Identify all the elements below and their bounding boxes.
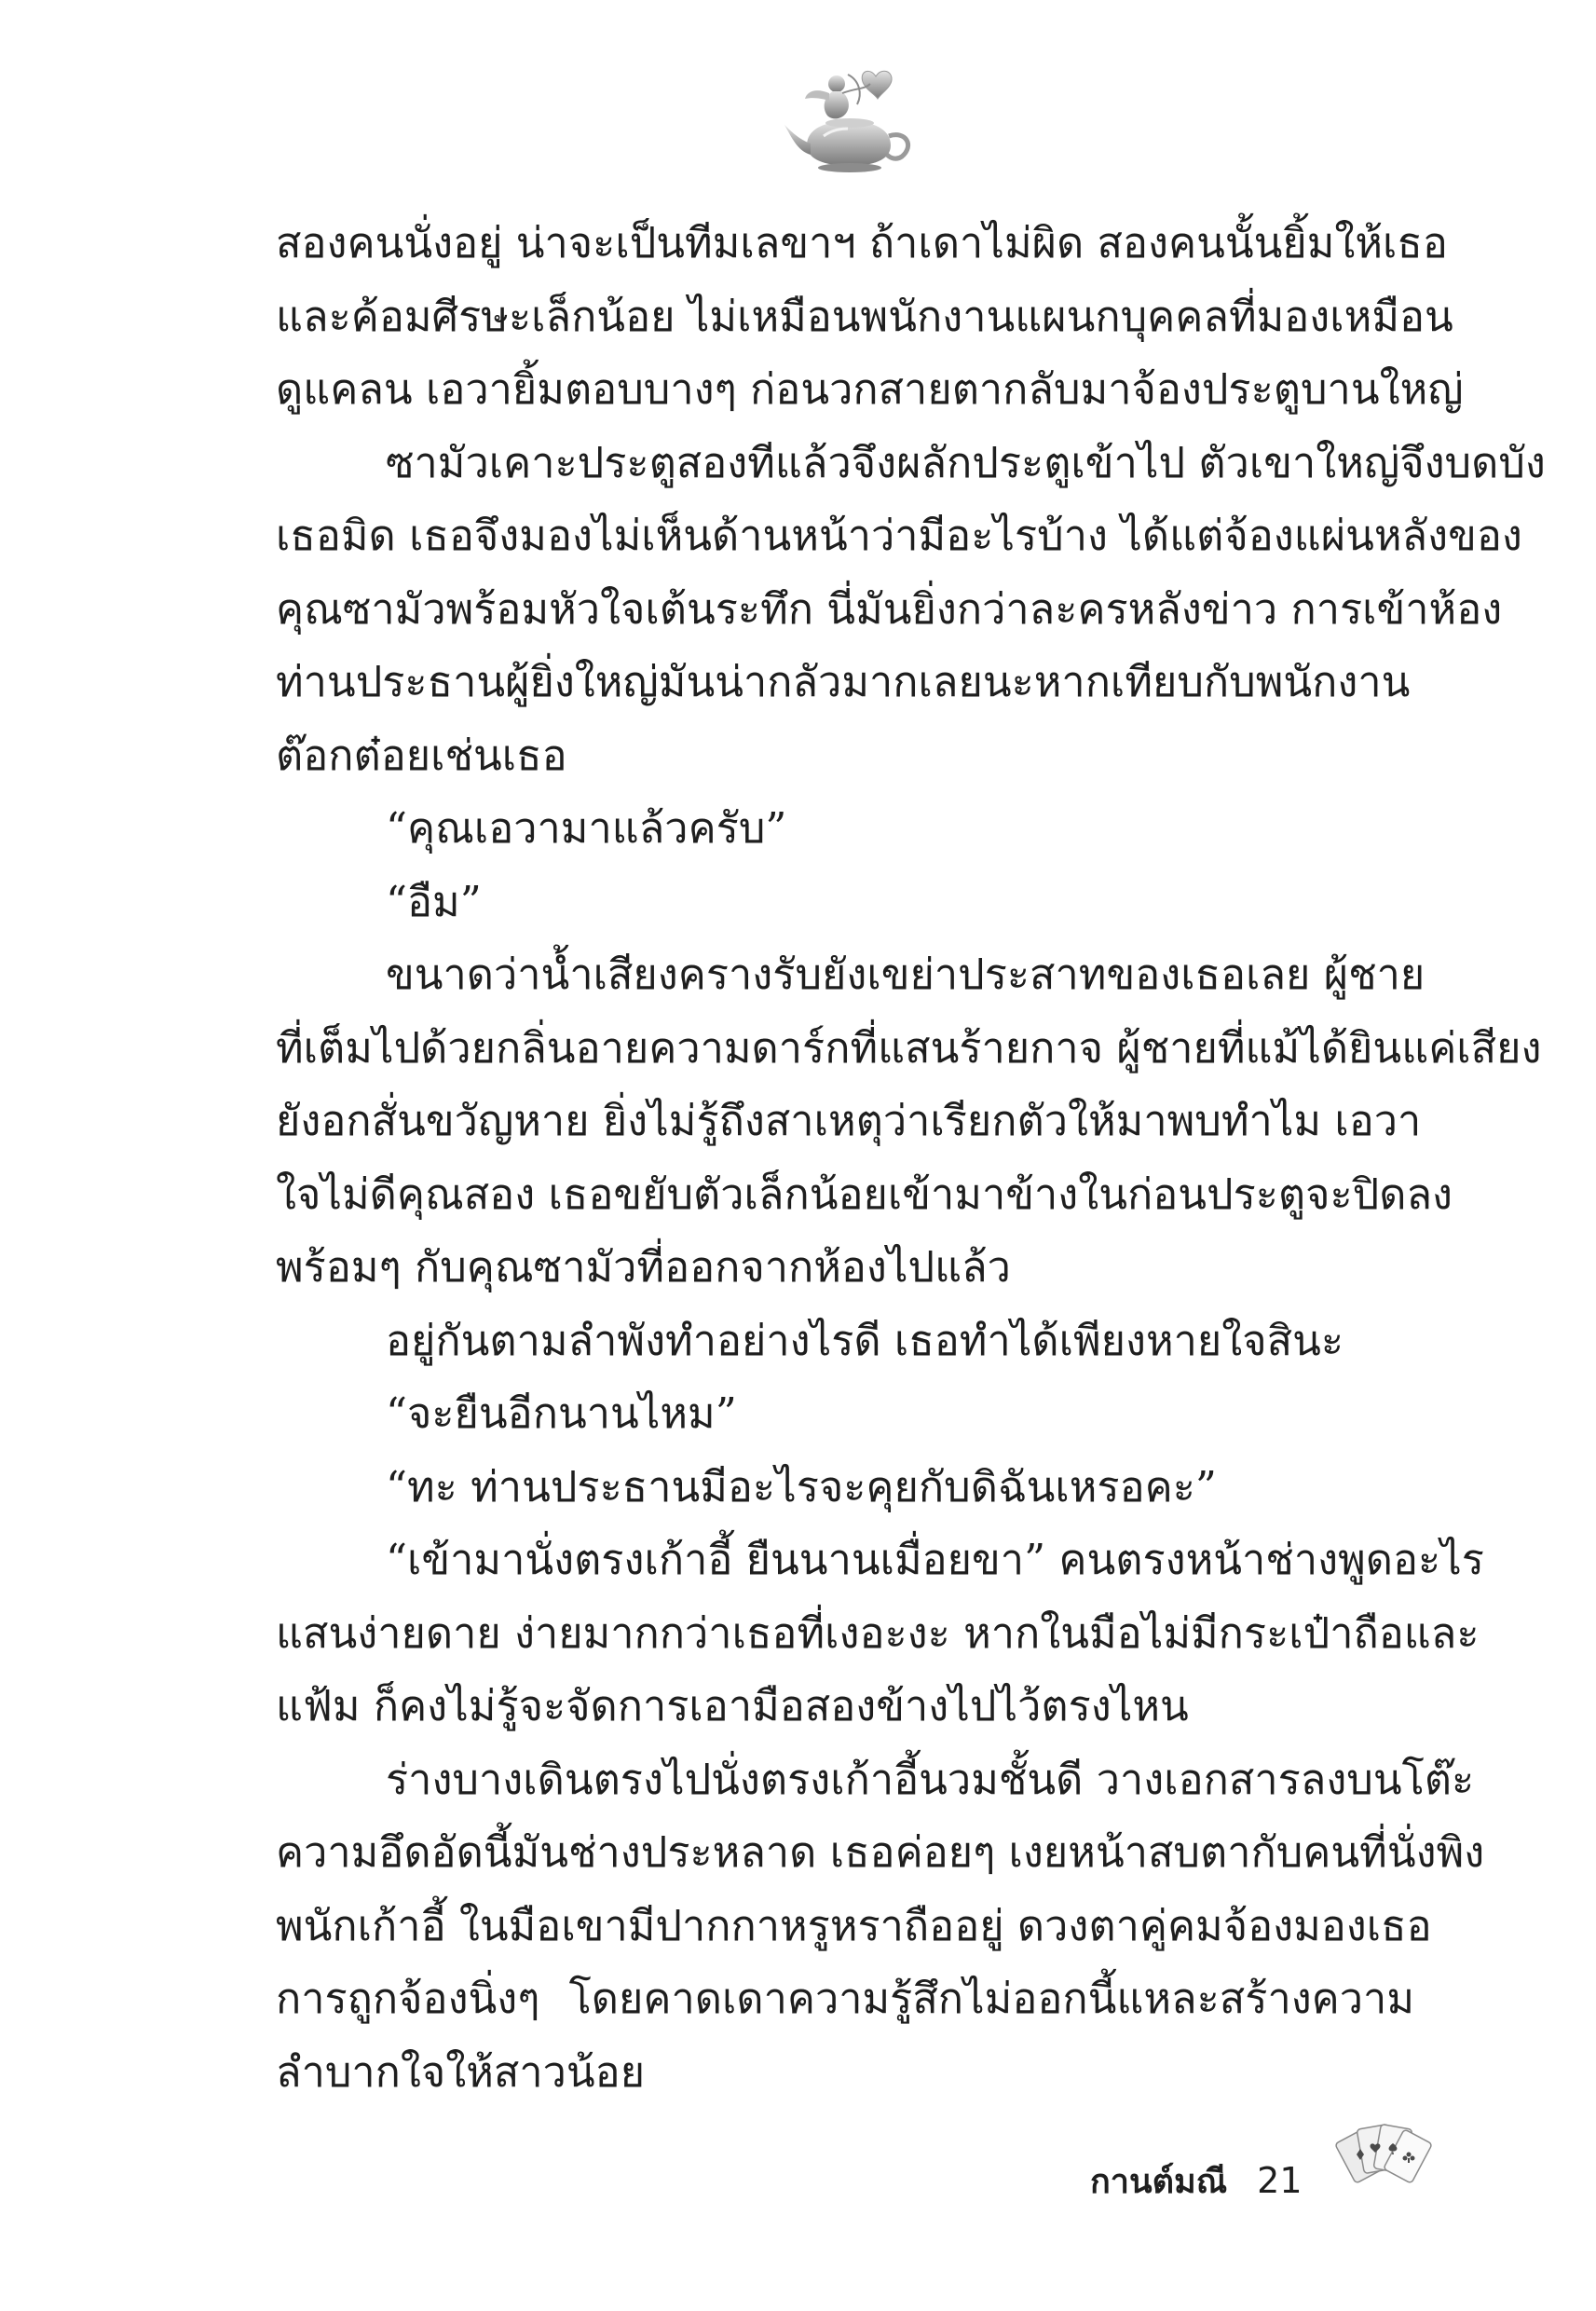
text-line: ซามัวเคาะประตูสองทีแล้วจึงผลักประตูเข้าไป ตัวเขาใหญ่จึงบดบัง	[386, 437, 1546, 487]
text-line: การถูกจ้องนิ่งๆ โดยคาดเดาความรู้สึกไม่ออกนี้แหละสร้างความ	[276, 1974, 1414, 2023]
text-line: ท่านประธานผู้ยิ่งใหญ่มันน่ากลัวมากเลยนะหากเทียบกับพนักงาน	[276, 657, 1411, 706]
dialogue-line: “จะยืนอีกนานไหม”	[386, 1388, 737, 1438]
dialogue-line: “เข้ามานั่งตรงเก้าอี้ ยืนนานเมื่อยขา” คนตรงหน้าช่างพูดอะไร	[386, 1535, 1484, 1584]
text-line: ลำบากใจให้สาวน้อย	[276, 2046, 646, 2097]
dialogue-line: “คุณเอวามาแล้วครับ”	[386, 803, 787, 853]
chapter-body-text	[276, 207, 1546, 2109]
cupid-teapot-icon	[779, 56, 919, 177]
playing-cards-icon	[1334, 2117, 1435, 2201]
text-line: ยังอกสั่นขวัญหาย ยิ่งไม่รู้ถึงสาเหตุว่าเรียกตัวให้มาพบทำไม เอวา	[276, 1096, 1422, 1145]
text-line: ดูแคลน เอวายิ้มตอบบางๆ ก่อนวกสายตากลับมาจ้องประตูบานใหญ่	[276, 364, 1464, 414]
text-line: แฟ้ม ก็คงไม่รู้จะจัดการเอามือสองข้างไปไว้ตรงไหน	[276, 1681, 1189, 1730]
text-line: พนักเก้าอี้ ในมือเขามีปากกาหรูหราถืออยู่ ดวงตาคู่คมจ้องมองเธอ	[276, 1900, 1432, 1950]
text-line: สองคนนั่งอยู่ น่าจะเป็นทีมเลขาฯ ถ้าเดาไม่ผิด สองคนนั้นยิ้มให้เธอ	[276, 218, 1448, 267]
text-line: ร่างบางเดินตรงไปนั่งตรงเก้าอี้นวมชั้นดี วางเอกสารลงบนโต๊ะ	[386, 1754, 1475, 1804]
text-line: ใจไม่ดีคุณสอง เธอขยับตัวเล็กน้อยเข้ามาข้างในก่อนประตูจะปิดลง	[276, 1169, 1453, 1219]
dialogue-line: “อืม”	[386, 876, 482, 926]
text-line: ขนาดว่าน้ำเสียงครางรับยังเขย่าประสาทของเธอเลย ผู้ชาย	[386, 950, 1425, 999]
text-line: ต๊อกต๋อยเช่นเธอ	[276, 730, 567, 780]
text-line: คุณซามัวพร้อมหัวใจเต้นระทึก นี่มันยิ่งกว่าละครหลังข่าว การเข้าห้อง	[276, 583, 1503, 634]
text-line: ความอึดอัดนี้มันช่างประหลาด เธอค่อยๆ เงยหน้าสบตากับคนที่นั่งพิง	[276, 1827, 1485, 1877]
text-line: และค้อมศีรษะเล็กน้อย ไม่เหมือนพนักงานแผนกบุคคลที่มองเหมือน	[276, 291, 1453, 341]
text-line: เธอมิด เธอจึงมองไม่เห็นด้านหน้าว่ามีอะไรบ้าง ได้แต่จ้องแผ่นหลังของ	[276, 511, 1522, 560]
text-line: อยู่กันตามลำพังทำอย่างไรดี เธอทำได้เพียงหายใจสินะ	[386, 1315, 1344, 1365]
text-line: ที่เต็มไปด้วยกลิ่นอายความดาร์กที่แสนร้ายกาจ ผู้ชายที่แม้ได้ยินแค่เสียง	[276, 1022, 1542, 1073]
book-title: กานต์มณี	[1090, 2162, 1228, 2201]
page-footer	[1090, 2153, 1303, 2208]
text-line: แสนง่ายดาย ง่ายมากกว่าเธอที่เงอะงะ หากในมือไม่มีกระเป๋าถือและ	[276, 1607, 1480, 1658]
dialogue-line: “ทะ ท่านประธานมีอะไรจะคุยกับดิฉันเหรอคะ”	[386, 1461, 1217, 1511]
text-line: พร้อมๆ กับคุณซามัวที่ออกจากห้องไปแล้ว	[276, 1242, 1011, 1292]
page-number: 21	[1257, 2160, 1303, 2201]
